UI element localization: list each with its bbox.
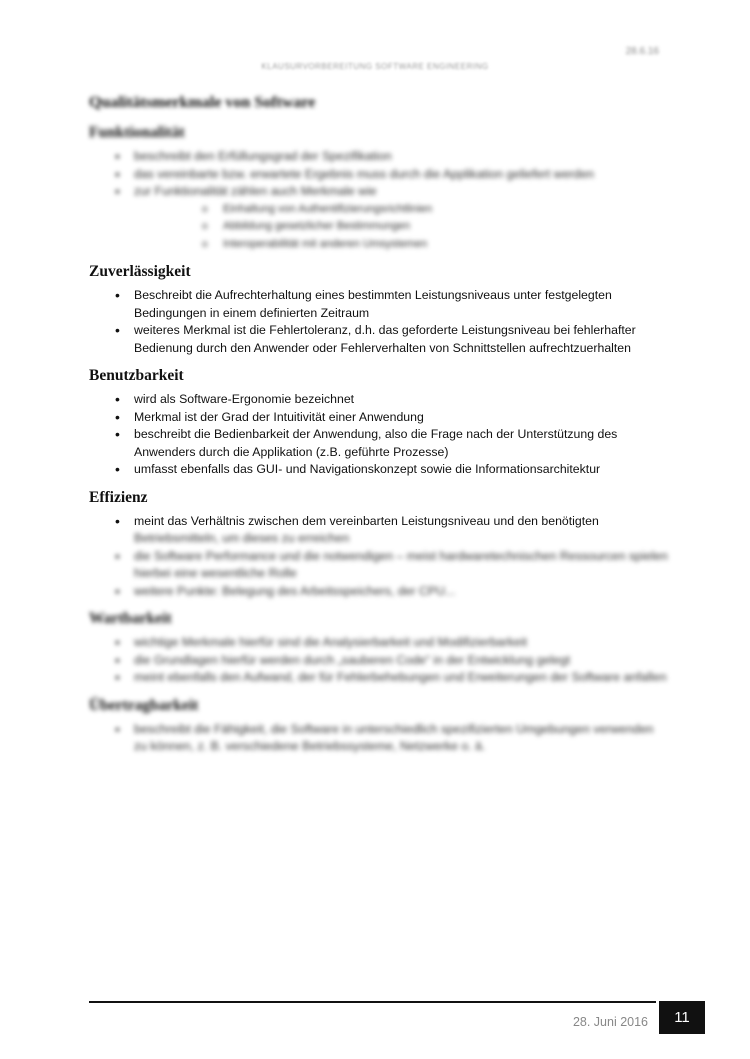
list-item: • beschreibt die Bedienbarkeit der Anwendung, also die Frage nach der Unterstützung des Anwenders durch die Applikation (z.B. geführte Prozesse) bbox=[89, 426, 669, 461]
page-number: 11 bbox=[659, 1001, 705, 1034]
list-item: • Merkmal ist der Grad der Intuitivität einer Anwendung bbox=[89, 409, 669, 427]
section-uebertragbarkeit bbox=[89, 697, 669, 756]
section-wartbarkeit bbox=[89, 610, 669, 687]
bullet-list bbox=[89, 721, 669, 756]
list-item: • meint ebenfalls den Aufwand, der für Fehlerbehebungen und Erweiterungen der Software anfallen bbox=[89, 669, 669, 687]
header-date: 28.6.16 bbox=[625, 46, 659, 57]
page-title: Qualitätsmerkmale von Software bbox=[89, 94, 316, 111]
bullet-list bbox=[89, 634, 669, 687]
section-effizienz bbox=[89, 489, 669, 601]
section-heading: Übertragbarkeit bbox=[89, 696, 199, 714]
section-heading: Wartbarkeit bbox=[89, 610, 172, 627]
section-heading: Benutzbarkeit bbox=[89, 367, 184, 384]
list-item: • die Grundlagen hierfür werden durch „sauberen Code“ in der Entwicklung gelegt bbox=[89, 652, 669, 670]
footer-date: 28. Juni 2016 bbox=[572, 1015, 648, 1029]
bullet-list bbox=[89, 391, 669, 479]
list-item: • Beschreibt die Aufrechterhaltung eines bestimmten Leistungsniveaus unter festgelegten Bedingungen in einem definierten Zeitraum bbox=[89, 287, 669, 322]
page-content bbox=[89, 90, 669, 766]
list-item bbox=[89, 513, 669, 548]
list-item: • beschreibt den Erfüllungsgrad der Spezifikation bbox=[89, 148, 669, 166]
list-item: • umfasst ebenfalls das GUI- und Navigationskonzept sowie die Informationsarchitektur bbox=[89, 461, 669, 479]
sub-list-item: o Einhaltung von Authentifizierungsrichtlinien bbox=[134, 201, 669, 219]
footer-divider bbox=[89, 1001, 656, 1003]
list-item: • weitere Punkte: Belegung des Arbeitsspeichers, der CPU... bbox=[89, 583, 669, 601]
section-benutzbarkeit bbox=[89, 367, 669, 479]
list-item: • wichtige Merkmale hierfür sind die Analysierbarkeit und Modifizierbarkeit bbox=[89, 634, 669, 652]
sub-list bbox=[134, 201, 669, 254]
list-item-text: zur Funktionalität zählen auch Merkmale wie bbox=[134, 184, 377, 198]
section-zuverlaessigkeit bbox=[89, 263, 669, 357]
list-item: • wird als Software-Ergonomie bezeichnet bbox=[89, 391, 669, 409]
list-item: • weiteres Merkmal ist die Fehlertoleranz, d.h. das geforderte Leistungsniveau bei fehlerhafter Bedienung durch den Anwender oder Fehlerverhalten von Schnittstellen aufrechtzuerhalten bbox=[89, 322, 669, 357]
list-item-text: meint das Verhältnis zwischen dem vereinbarten Leistungsniveau und den benötigten bbox=[134, 513, 599, 528]
sub-list-item: o Abbildung gesetzlicher Bestimmungen bbox=[134, 218, 669, 236]
list-item: • das vereinbarte bzw. erwartete Ergebnis muss durch die Applikation geliefert werden bbox=[89, 166, 669, 184]
header-title: KLAUSURVORBEREITUNG SOFTWARE ENGINEERING bbox=[261, 62, 489, 71]
section-heading: Zuverlässigkeit bbox=[89, 263, 191, 280]
section-heading: Funktionalität bbox=[89, 124, 185, 141]
list-item: • die Software Performance und die notwendigen – meist hardwaretechnischen Ressourcen spielen hierbei eine wesentliche Rolle bbox=[89, 548, 669, 583]
list-item-text-continued: Betriebsmitteln, um dieses zu erreichen bbox=[134, 531, 350, 545]
list-item bbox=[89, 183, 669, 253]
bullet-list bbox=[89, 513, 669, 601]
section-heading: Effizienz bbox=[89, 488, 148, 506]
sub-list-item: o Interoperabilität mit anderen Umsystemen bbox=[134, 236, 669, 254]
list-item: • beschreibt die Fähigkeit, die Software in unterschiedlich spezifizierten Umgebungen verwenden zu können, z. B. verschiedene Betriebssysteme, Netzwerke o. ä. bbox=[89, 721, 669, 756]
section-funktionalitaet bbox=[89, 124, 669, 253]
bullet-list bbox=[89, 287, 669, 357]
bullet-list bbox=[89, 148, 669, 253]
